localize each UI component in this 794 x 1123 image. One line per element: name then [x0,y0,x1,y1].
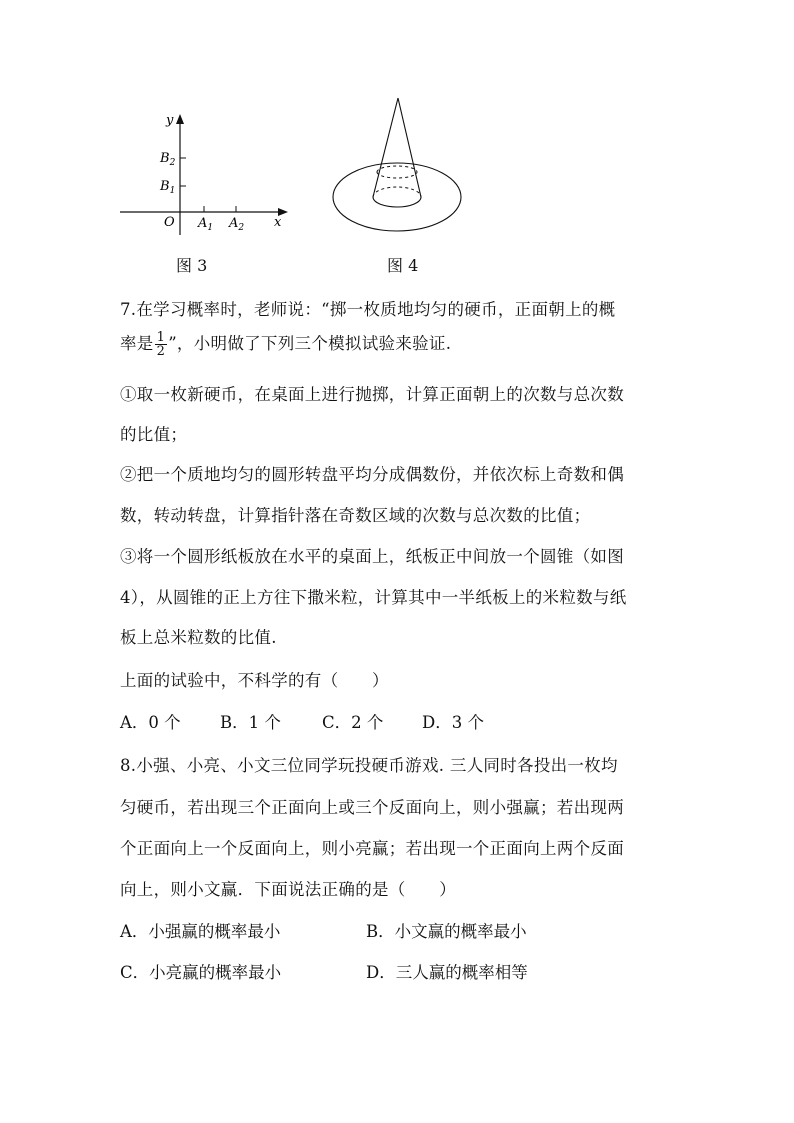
q7-line-7: ③将一个圆形纸板放在水平的桌面上，纸板正中间放一个圆锥（如图 [120,547,624,566]
q7-line-9: 板上总米粒数的比值. [120,628,277,647]
q7-line-2 [120,330,451,358]
label-b2: $B_2$ [160,151,176,168]
label-a2: $A_2$ [229,216,245,233]
q7-line-2-pre: 率是 [120,334,154,353]
x-axis-label: x [274,215,282,230]
q7-line-8: 4），从圆锥的正上方往下撒米粒，计算其中一半纸板上的米粒数与纸 [120,588,627,607]
fraction-numerator: 1 [156,330,166,345]
q8-line-2: 匀硬币，若出现三个正面向上或三个反面向上，则小强赢；若出现两 [120,798,624,817]
q8-option-d: D．三人赢的概率相等 [366,963,528,982]
cone-left-side [373,98,398,197]
figure-4-cone [330,94,466,240]
q7-option-c: C．2 个 [322,713,384,732]
label-b1: $B_1$ [160,179,176,196]
q8-option-c: C．小亮赢的概率最小 [120,963,282,982]
q8-option-b: B．小文赢的概率最小 [366,922,527,941]
figure-3-axes [112,110,292,240]
cone-right-side [398,98,421,197]
q8-line-1: 8.小强、小亮、小文三位同学玩投硬币游戏. 三人同时各投出一枚均 [120,756,618,775]
y-axis-arrow [176,114,184,124]
q7-line-1: 7.在学习概率时，老师说：“掷一枚质地均匀的硬币，正面朝上的概 [120,300,616,319]
q7-option-d: D．3 个 [422,713,484,732]
q7-line-5: ②把一个质地均匀的圆形转盘平均分成偶数份，并依次标上奇数和偶 [120,465,624,484]
q8-line-3: 个正面向上一个反面向上，则小亮赢；若出现一个正面向上两个反面 [120,839,624,858]
y-axis-label: y [166,113,174,128]
q7-line-4: 的比值； [120,425,188,444]
fraction-denominator: 2 [156,344,166,359]
q7-line-10: 上面的试验中，不科学的有（ ） [120,671,389,690]
board-ellipse [333,163,461,231]
figure-3-caption: 图 3 [176,256,208,275]
q8-line-4: 向上，则小文赢．下面说法正确的是（ ） [120,880,456,899]
cone-base-back [373,187,421,197]
q7-option-b: B．1 个 [220,713,281,732]
fraction-one-half [155,331,168,358]
q7-line-6: 数，转动转盘，计算指针落在奇数区域的次数与总次数的比值； [120,506,591,525]
cone-mid-front [377,172,417,178]
q8-option-a: A．小强赢的概率最小 [120,922,281,941]
origin-label: O [164,215,175,230]
cone-base-front [373,197,421,207]
cone-mid-section [377,166,417,172]
q7-option-a: A．0 个 [120,713,181,732]
label-a1: $A_1$ [198,216,214,233]
q7-line-3: ①取一枚新硬币，在桌面上进行抛掷，计算正面朝上的次数与总次数 [120,385,624,404]
q7-line-2-post: ”，小明做了下列三个模拟试验来验证. [168,334,452,353]
figure-4-caption: 图 4 [387,256,419,275]
